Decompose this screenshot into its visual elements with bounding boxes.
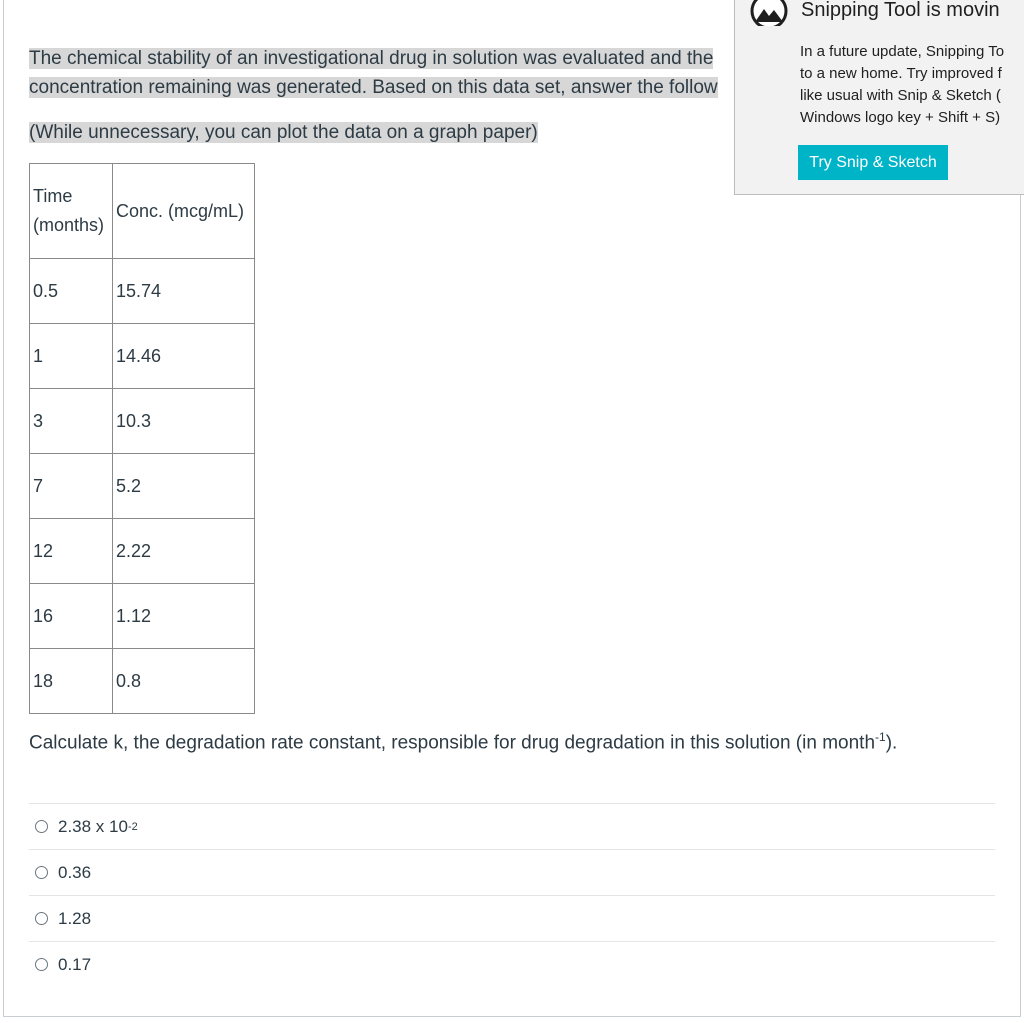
data-table — [29, 163, 255, 714]
notification-line: like usual with Snip & Sketch ( — [800, 87, 1001, 104]
notification-line: In a future update, Snipping To — [800, 43, 1005, 60]
question-sup: -1 — [875, 730, 886, 744]
table-row — [30, 519, 255, 584]
cell-time: 12 — [30, 519, 113, 584]
intro-line-1: The chemical stability of an investigational drug in solution was evaluated and the — [29, 48, 714, 69]
cell-time: 3 — [30, 389, 113, 454]
table-row — [30, 389, 255, 454]
answer-label: 1.28 — [58, 908, 92, 928]
answer-option-2[interactable] — [29, 849, 995, 895]
answer-label: 0.17 — [58, 954, 92, 974]
answer-sup: -2 — [127, 820, 138, 833]
answer-label: 0.36 — [58, 862, 92, 882]
header-time — [30, 164, 113, 259]
answer-option-3[interactable] — [29, 895, 995, 941]
cell-time: 0.5 — [30, 259, 113, 324]
cell-conc: 15.74 — [113, 259, 255, 324]
cell-conc: 2.22 — [113, 519, 255, 584]
intro-note: (While unnecessary, you can plot the data on a graph paper) — [29, 122, 538, 143]
cell-time: 16 — [30, 584, 113, 649]
notification-body — [800, 41, 1004, 129]
cell-conc: 14.46 — [113, 324, 255, 389]
radio-button[interactable] — [35, 820, 48, 833]
cell-time: 1 — [30, 324, 113, 389]
radio-button[interactable] — [35, 912, 48, 925]
notification-title: Snipping Tool is movin — [801, 0, 1000, 21]
notification-line: to a new home. Try improved f — [800, 65, 1002, 82]
cell-time: 7 — [30, 454, 113, 519]
table-row — [30, 454, 255, 519]
snipping-tool-notification[interactable] — [734, 0, 1024, 195]
cell-conc: 10.3 — [113, 389, 255, 454]
table-row — [30, 584, 255, 649]
cell-conc: 1.12 — [113, 584, 255, 649]
intro-line-2: concentration remaining was generated. Based on this data set, answer the follow — [29, 77, 718, 98]
header-conc: Conc. (mcg/mL) — [113, 164, 255, 259]
answer-list — [29, 803, 995, 987]
question-tail: ). — [885, 732, 898, 754]
radio-button[interactable] — [35, 866, 48, 879]
answer-label: 2.38 x 10 — [58, 816, 128, 836]
notification-line: Windows logo key + Shift + S) — [800, 109, 1001, 126]
header-time-line2: (months) — [33, 215, 105, 235]
answer-option-4[interactable] — [29, 941, 995, 987]
answer-option-1[interactable] — [29, 803, 995, 849]
question-main: Calculate k, the degradation rate constant, responsible for drug degradation in this solution (in month — [29, 732, 876, 754]
cell-time: 18 — [30, 649, 113, 714]
snipping-tool-icon — [749, 0, 789, 26]
table-row — [30, 259, 255, 324]
cell-conc: 0.8 — [113, 649, 255, 714]
try-snip-sketch-button[interactable]: Try Snip & Sketch — [798, 145, 948, 180]
header-time-line1: Time — [33, 186, 73, 206]
question-intro — [29, 44, 737, 102]
radio-button[interactable] — [35, 958, 48, 971]
cell-conc: 5.2 — [113, 454, 255, 519]
table-row — [30, 324, 255, 389]
table-row — [30, 649, 255, 714]
table-header-row — [30, 164, 255, 259]
question-text — [29, 730, 897, 754]
